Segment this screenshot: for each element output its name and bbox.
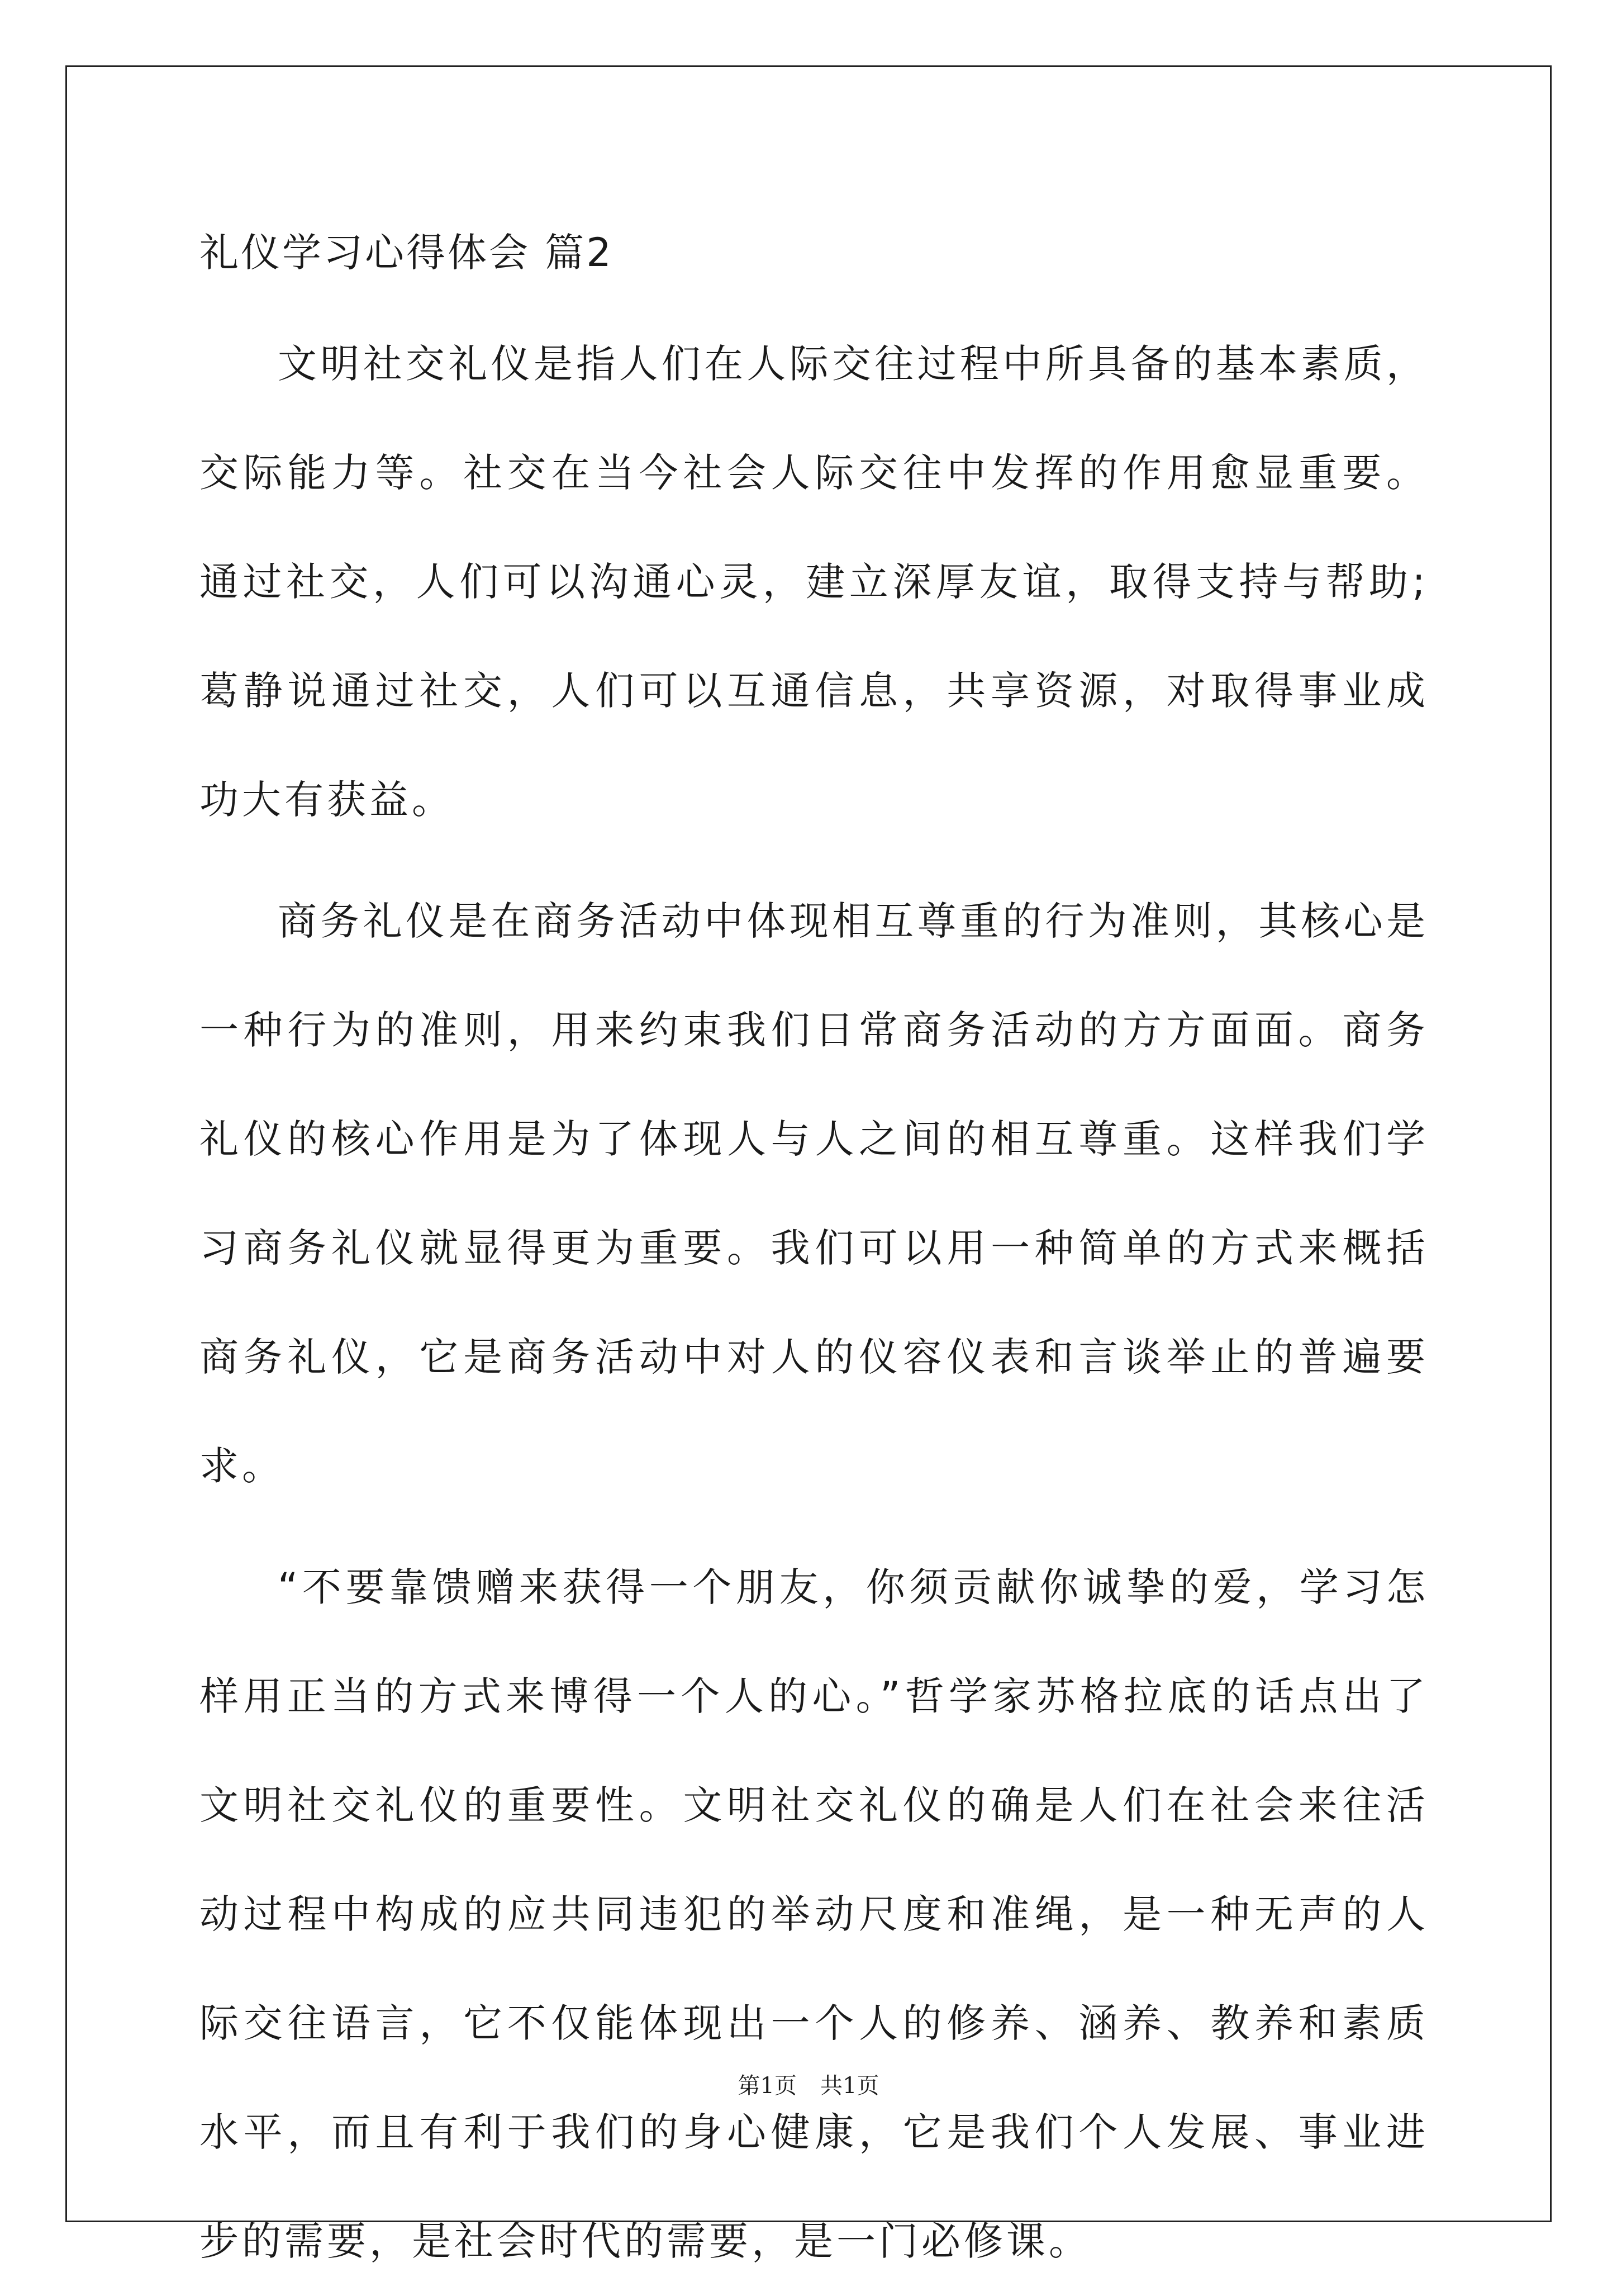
page-number-current: 第1页 — [738, 2073, 797, 2099]
page-footer — [0, 2068, 1617, 2100]
paragraph-1: 文明社交礼仪是指人们在人际交往过程中所具备的基本素质，交际能力等。社交在当今社会人际交往中发挥的作用愈显重要。通过社交，人们可以沟通心灵，建立深厚友谊，取得支持与帮助;葛静说通过社交，人们可以互通信息，共享资源，对取得事业成功大有获益。 — [199, 341, 1429, 823]
page-number-total: 共1页 — [820, 2073, 879, 2099]
paragraph-2: 商务礼仪是在商务活动中体现相互尊重的行为准则，其核心是一种行为的准则，用来约束我们日常商务活动的方方面面。商务礼仪的核心作用是为了体现人与人之间的相互尊重。这样我们学习商务礼仪就显得更为重要。我们可以用一种简单的方式来概括商务礼仪，它是商务活动中对人的仪容仪表和言谈举止的普遍要求。 — [199, 898, 1429, 1489]
document-title: 礼仪学习心得体会 篇2 — [199, 230, 613, 276]
document-body — [199, 219, 1429, 2296]
paragraph-3: “不要靠馈赠来获得一个朋友，你须贡献你诚挚的爱，学习怎样用正当的方式来博得一个人的心。”哲学家苏格拉底的话点出了文明社交礼仪的重要性。文明社交礼仪的确是人们在社会来往活动过程中构成的应共同违犯的举动尺度和准绳，是一种无声的人际交往语言，它不仅能体现出一个人的修养、涵养、教养和素质水平，而且有利于我们的身心健康，它是我们个人发展、事业进步的需要，是社会时代的需要，是一门必修课。 — [199, 1564, 1429, 2264]
